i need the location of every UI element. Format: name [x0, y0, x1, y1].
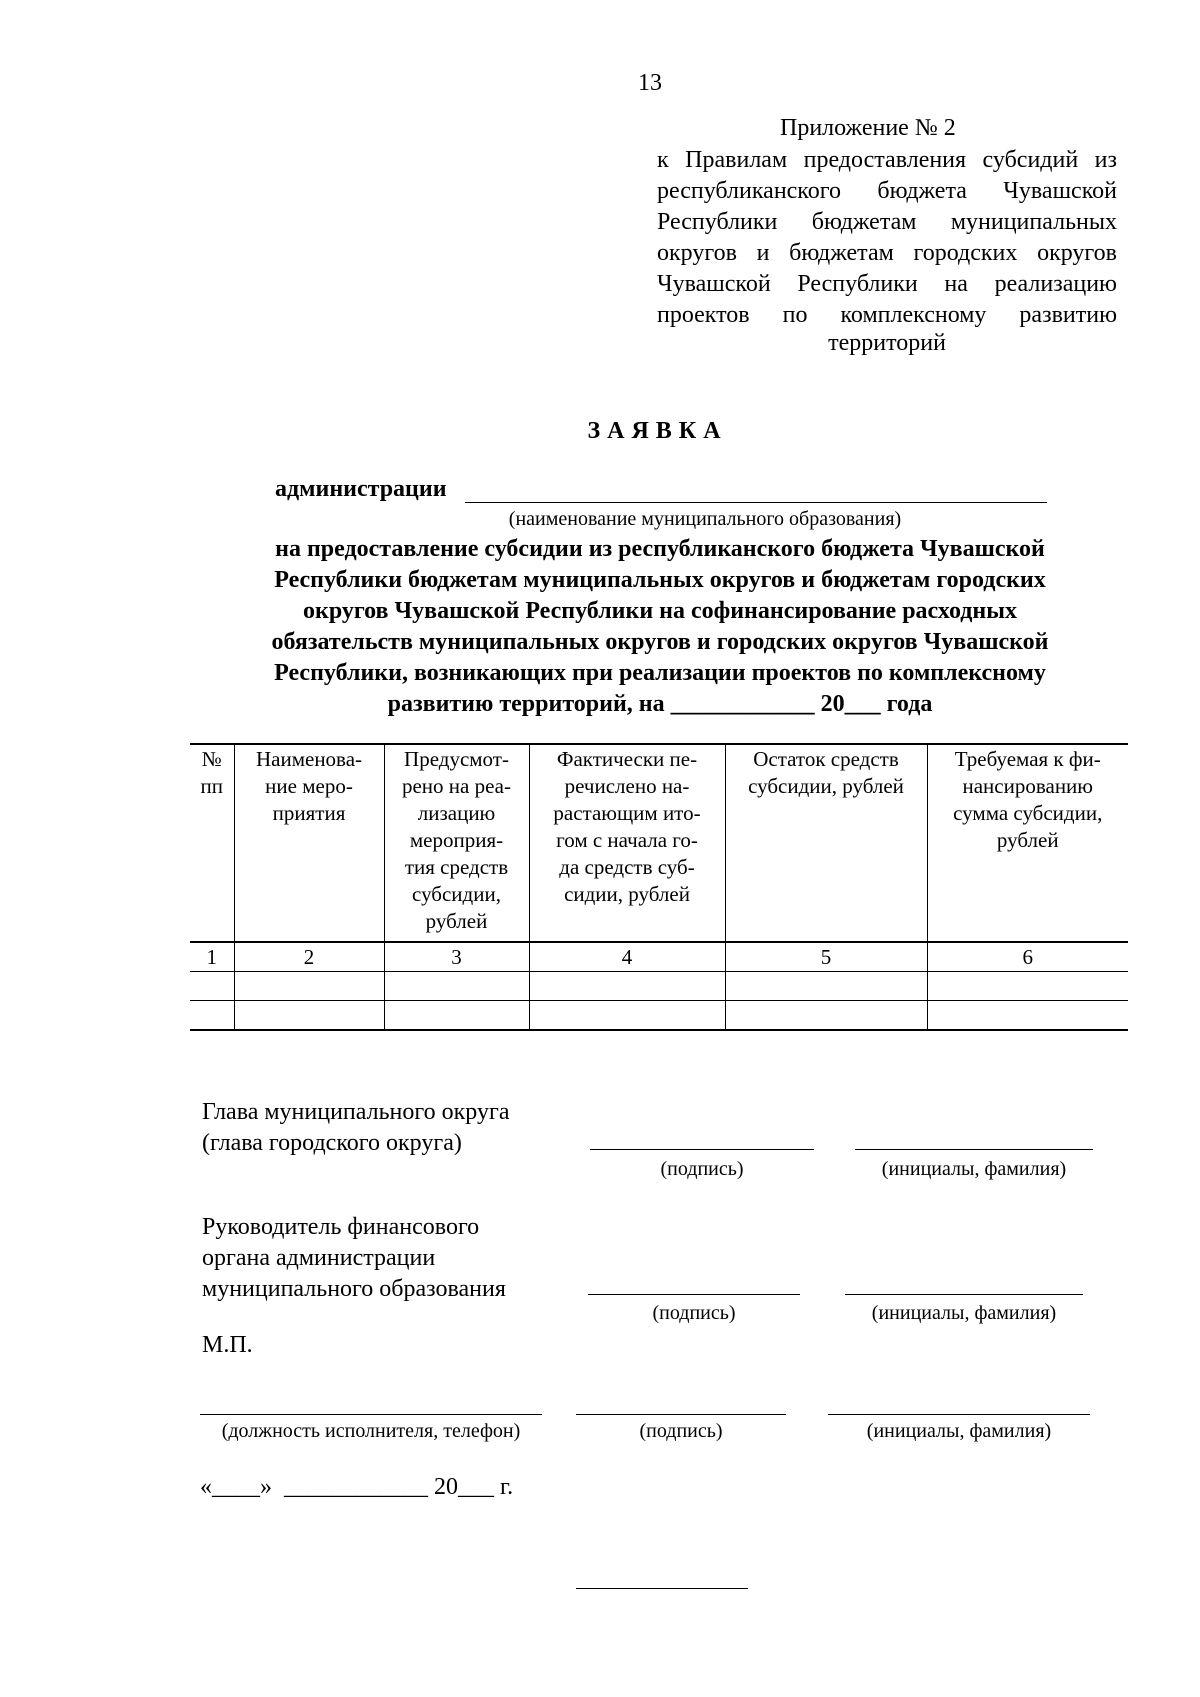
column-number: 2 — [234, 942, 384, 972]
executor-position-line[interactable] — [200, 1414, 542, 1415]
executor-name-caption: (инициалы, фамилия) — [866, 1420, 1052, 1442]
date-line: «____» ____________ 20___ г. — [200, 1474, 514, 1500]
purpose-text — [180, 534, 1140, 720]
purpose-line: развитию территорий, на ____________ 20___ года — [387, 691, 933, 717]
administration-caption: (наименование муниципального образования) — [508, 508, 902, 530]
appendix-line: проектов по комплексному развитию — [657, 302, 1117, 328]
purpose-line: округов Чувашской Республики на софинансирование расходных — [302, 598, 1017, 624]
header-cell-number: № пп — [190, 744, 234, 942]
finance-title-line: муниципального образования — [202, 1276, 506, 1302]
column-number: 4 — [529, 942, 725, 972]
table-cell[interactable] — [529, 972, 725, 1001]
finance-title-line: органа администрации — [202, 1245, 436, 1271]
table-numbering-row — [190, 942, 1128, 972]
executor-signature-line[interactable] — [576, 1414, 786, 1415]
table-cell[interactable] — [529, 1001, 725, 1031]
head-title-line: (глава городского округа) — [202, 1130, 462, 1156]
table-cell[interactable] — [725, 972, 927, 1001]
executor-name-line[interactable] — [828, 1414, 1090, 1415]
table-cell[interactable] — [234, 972, 384, 1001]
administration-blank-line — [465, 502, 1047, 503]
finance-title — [202, 1212, 506, 1305]
purpose-line: обязательств муниципальных округов и городских округов Чувашской — [271, 629, 1049, 655]
table-cell[interactable] — [927, 1001, 1128, 1031]
appendix-line: Чувашской Республики на реализацию — [657, 271, 1117, 297]
table-header-row — [190, 744, 1128, 942]
table-cell[interactable] — [190, 1001, 234, 1031]
purpose-line: Республики, возникающих при реализации проектов по комплексному — [274, 660, 1046, 686]
table-cell[interactable] — [725, 1001, 927, 1031]
executor-position-caption: (должность исполнителя, телефон) — [221, 1420, 521, 1442]
finance-title-line: Руководитель финансового — [202, 1214, 480, 1240]
head-title — [202, 1097, 510, 1159]
header-cell-transferred: Фактически пе- речислено на- растающим ито- гом с начала го- да средств суб- сидии, рублей — [529, 744, 725, 942]
appendix-text — [657, 145, 1117, 331]
head-name-line[interactable] — [855, 1149, 1093, 1150]
appendix-line: округов и бюджетам городских округов — [657, 240, 1117, 266]
finance-signature-line[interactable] — [588, 1294, 800, 1295]
purpose-line: Республики бюджетам муниципальных округов и бюджетам городских — [274, 567, 1046, 593]
administration-label: администрации — [275, 476, 447, 502]
appendix-line: республиканского бюджета Чувашской — [657, 178, 1117, 204]
table-cell[interactable] — [927, 972, 1128, 1001]
head-signature-line[interactable] — [590, 1149, 814, 1150]
column-number: 3 — [384, 942, 529, 972]
header-cell-planned: Предусмот- рено на реа- лизацию мероприя- тия средств субсидии, рублей — [384, 744, 529, 942]
table-cell[interactable] — [190, 972, 234, 1001]
document-title: ЗАЯВКА — [587, 418, 728, 444]
executor-signature-caption: (подпись) — [639, 1420, 723, 1442]
head-title-line: Глава муниципального округа — [202, 1099, 510, 1125]
header-cell-balance: Остаток средств субсидии, рублей — [725, 744, 927, 942]
table-cell[interactable] — [384, 972, 529, 1001]
appendix-last-line: территорий — [828, 330, 946, 356]
purpose-line: на предоставление субсидии из республиканского бюджета Чувашской — [275, 536, 1045, 562]
column-number: 5 — [725, 942, 927, 972]
table-row — [190, 1001, 1128, 1031]
column-number: 6 — [927, 942, 1128, 972]
appendix-line: к Правилам предоставления субсидий из — [657, 147, 1117, 173]
header-cell-event-name: Наименова- ние меро- приятия — [234, 744, 384, 942]
appendix-line: Республики бюджетам муниципальных — [657, 209, 1117, 235]
appendix-title: Приложение № 2 — [780, 115, 956, 141]
head-signature-caption: (подпись) — [660, 1158, 744, 1180]
table-cell[interactable] — [384, 1001, 529, 1031]
column-number: 1 — [190, 942, 234, 972]
footer-divider — [576, 1588, 748, 1589]
finance-name-caption: (инициалы, фамилия) — [871, 1302, 1057, 1324]
header-cell-required: Требуемая к фи- нансированию сумма субсидии, рублей — [927, 744, 1128, 942]
stamp-label: М.П. — [202, 1332, 253, 1358]
table-row — [190, 972, 1128, 1001]
finance-signature-caption: (подпись) — [652, 1302, 736, 1324]
finance-name-line[interactable] — [845, 1294, 1083, 1295]
subsidy-table — [190, 743, 1128, 1031]
head-name-caption: (инициалы, фамилия) — [881, 1158, 1067, 1180]
page-number: 13 — [638, 70, 662, 96]
table-cell[interactable] — [234, 1001, 384, 1031]
